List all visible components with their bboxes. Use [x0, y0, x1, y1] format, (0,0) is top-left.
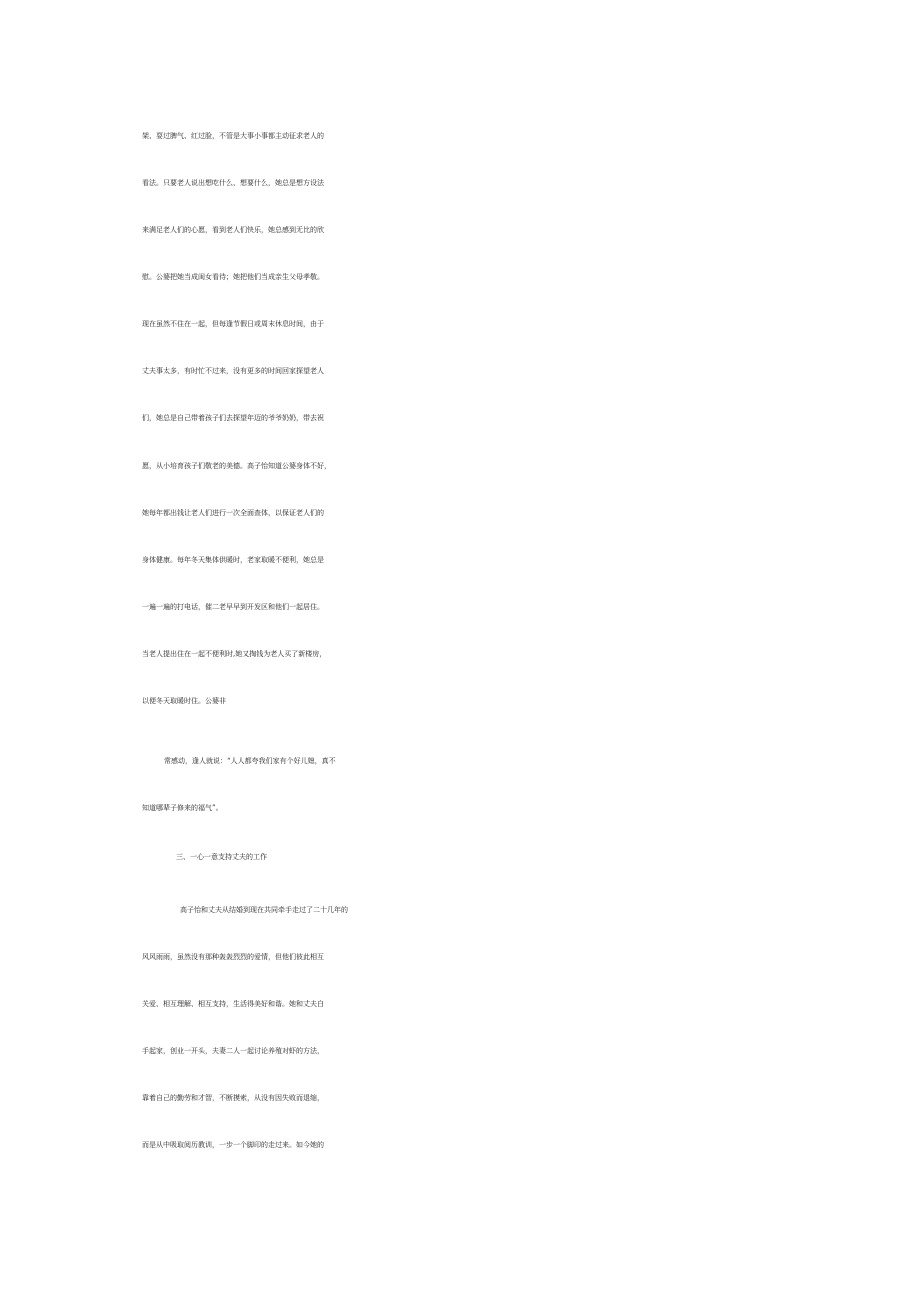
paragraph-line: 身体健康。每年冬天集体供暖时，老家取暖不便利，她总是	[142, 556, 324, 564]
paragraph-line: 慰。公婆把她当成闺女看待；她把他们当成亲生父母孝敬。	[142, 273, 324, 281]
paragraph-line: 架、耍过脾气、红过脸，不管是大事小事都主动征求老人的	[142, 132, 324, 140]
paragraph-line: 风风雨雨，虽然没有那种轰轰烈烈的爱情，但他们彼此相互	[142, 953, 324, 961]
paragraph-line: 以便冬天取暖时住。公婆非	[142, 697, 226, 705]
paragraph-line: 知道哪辈子修来的福气”。	[142, 804, 223, 812]
paragraph-line: 一遍一遍的打电话，催二老早早到开发区和他们一起居住。	[142, 603, 324, 611]
paragraph-line: 来满足老人们的心愿，看到老人们快乐，她总感到无比的欣	[142, 226, 324, 234]
paragraph-line: 愿，从小培育孩子们敬老的美德。高子怡知道公婆身体不好，	[142, 462, 331, 470]
paragraph-line: 高子怡和丈夫从结婚到现在共同牵手走过了二十几年的	[180, 906, 348, 914]
paragraph-line: 她每年都出钱让老人们进行一次全面查体，以保证老人们的	[142, 509, 324, 517]
paragraph-line: 丈夫事太多，有时忙不过来，没有更多的时间回家探望老人	[142, 367, 324, 375]
paragraph-line: 关爱、相互理解、相互支持，生活得美好和谐。她和丈夫白	[142, 1000, 324, 1008]
paragraph-line: 现在虽然不住在一起，但每逢节假日或周末休息时间，由于	[142, 320, 324, 328]
paragraph-line: 看法。只要老人说出想吃什么、想要什么，她总是想方设法	[142, 179, 324, 187]
paragraph-line: 靠着自己的勤劳和才智，不断摸索，从没有因失败而退缩，	[142, 1094, 324, 1102]
paragraph-line: 当老人提出住在一起不便利时,她又掏钱为老人买了新楼房，	[142, 650, 327, 658]
section-heading: 三、一心一意支持丈夫的工作	[176, 853, 267, 861]
paragraph-line: 手起家，创业一开头，夫妻二人一起讨论养殖对虾的方法，	[142, 1047, 324, 1055]
paragraph-line: 常感动，逢人就说：“人人都夸我们家有个好儿媳，真不	[164, 757, 336, 765]
paragraph-line: 们，她总是自己带着孩子们去探望年迈的爷爷奶奶，带去祝	[142, 414, 324, 422]
paragraph-line: 而是从中吸取阅历教训，一步一个脚印的走过来。如今她的	[142, 1141, 324, 1149]
